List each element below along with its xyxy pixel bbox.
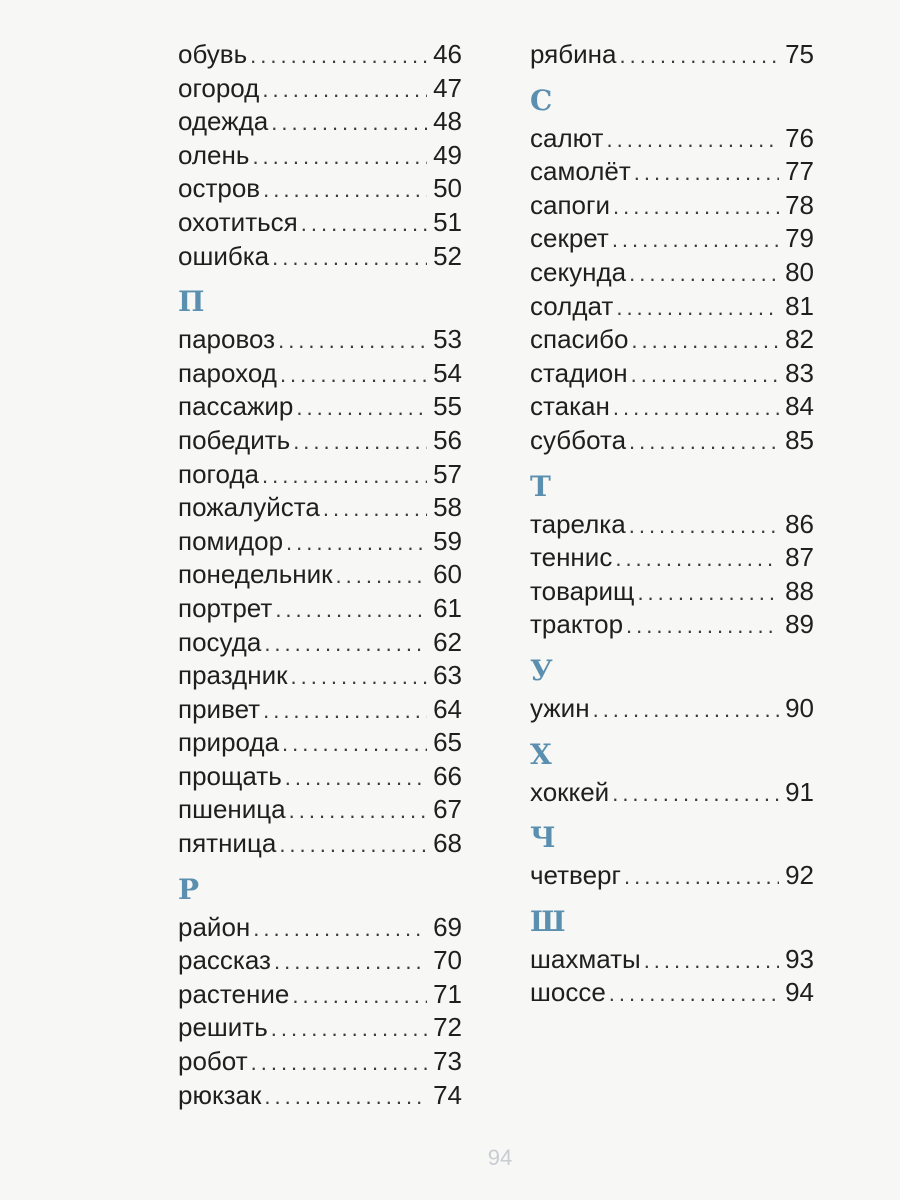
index-entry-word: солдат xyxy=(530,290,614,321)
index-entry xyxy=(178,659,462,693)
index-entry-page: 58 xyxy=(433,492,462,523)
index-entry-word: пшеница xyxy=(178,794,286,825)
dot-leader xyxy=(272,241,427,275)
dot-leader xyxy=(631,358,779,392)
index-entry-page: 82 xyxy=(785,324,814,355)
index-entry xyxy=(178,944,462,978)
index-entry-word: олень xyxy=(178,139,250,170)
index-entry-word: победить xyxy=(178,424,291,455)
index-entry-page: 76 xyxy=(785,122,814,153)
index-entry-word: секунда xyxy=(530,256,627,287)
index-entry-page: 60 xyxy=(433,559,462,590)
index-entry-page: 56 xyxy=(433,424,462,455)
index-entry xyxy=(530,508,814,542)
dot-leader xyxy=(282,727,427,761)
index-entry-page: 61 xyxy=(433,592,462,623)
index-entry-page: 51 xyxy=(433,206,462,237)
index-entry xyxy=(178,357,462,391)
index-entry xyxy=(178,105,462,139)
dot-leader xyxy=(629,257,779,291)
index-entry-word: стакан xyxy=(530,391,610,422)
index-entry xyxy=(178,72,462,106)
dot-leader xyxy=(250,39,427,73)
index-entry-page: 90 xyxy=(785,692,814,723)
dot-leader xyxy=(626,609,779,643)
index-entry-page: 62 xyxy=(433,626,462,657)
index-entry-page: 69 xyxy=(433,911,462,942)
index-entry-word: посуда xyxy=(178,626,262,657)
index-entry-word: остров xyxy=(178,173,261,204)
index-entry-word: паровоз xyxy=(178,324,276,355)
index-entry xyxy=(530,943,814,977)
page-number: 94 xyxy=(487,1145,513,1170)
index-letter-heading: Х xyxy=(530,737,552,771)
index-entry-word: сапоги xyxy=(530,189,611,220)
dot-leader xyxy=(251,1046,427,1080)
index-entry-word: секрет xyxy=(530,223,609,254)
index-entry-page: 66 xyxy=(433,760,462,791)
index-entry-page: 75 xyxy=(785,39,814,69)
index-entry-page: 46 xyxy=(433,39,462,69)
index-entry-page: 85 xyxy=(785,424,814,455)
dot-leader xyxy=(252,140,427,174)
index-entry-page: 81 xyxy=(785,290,814,321)
index-entry-word: огород xyxy=(178,72,260,103)
index-entry-word: пароход xyxy=(178,357,277,388)
dot-leader xyxy=(629,425,779,459)
index-entry-page: 77 xyxy=(785,156,814,187)
index-entry-word: рябина xyxy=(530,39,617,69)
index-entry-word: обувь xyxy=(178,39,248,69)
index-entry-page: 87 xyxy=(785,542,814,573)
index-entry-word: район xyxy=(178,911,251,942)
index-entry-word: праздник xyxy=(178,660,288,691)
index-entry-page: 91 xyxy=(785,776,814,807)
dot-leader xyxy=(285,761,427,795)
dot-leader xyxy=(292,979,427,1013)
index-entry-word: робот xyxy=(178,1046,248,1077)
index-entry xyxy=(178,793,462,827)
index-entry xyxy=(530,155,814,189)
dot-leader xyxy=(278,324,427,358)
index-entry-page: 54 xyxy=(433,357,462,388)
index-entry-page: 53 xyxy=(433,324,462,355)
dot-leader xyxy=(262,73,427,107)
index-entry-word: решить xyxy=(178,1012,268,1043)
dot-leader xyxy=(289,794,427,828)
index-letter-heading: Т xyxy=(530,469,551,503)
index-letter-heading: У xyxy=(530,653,553,687)
index-entry-page: 86 xyxy=(785,508,814,539)
index-entry xyxy=(178,525,462,559)
index-entry-word: ошибка xyxy=(178,240,270,271)
index-entry-word: привет xyxy=(178,693,261,724)
dot-leader xyxy=(634,156,779,190)
index-entry-page: 47 xyxy=(433,72,462,103)
dot-leader xyxy=(323,492,427,526)
index-entry xyxy=(530,390,814,424)
index-entry xyxy=(530,189,814,223)
index-entry xyxy=(178,827,462,861)
index-entry-word: суббота xyxy=(530,424,627,455)
index-entry xyxy=(178,693,462,727)
dot-leader xyxy=(264,627,427,661)
index-entry-word: спасибо xyxy=(530,324,629,355)
index-entry xyxy=(530,290,814,324)
index-entry-word: охотиться xyxy=(178,206,298,237)
index-entry xyxy=(178,911,462,945)
index-entry-word: товарищ xyxy=(530,575,635,606)
index-letter-heading: Ч xyxy=(530,821,556,855)
index-entry-word: шахматы xyxy=(530,943,641,974)
index-entry-word: портрет xyxy=(178,592,273,623)
index-entry xyxy=(530,222,814,256)
index-column-left xyxy=(178,38,462,1112)
index-entry-page: 73 xyxy=(433,1046,462,1077)
index-entry-page: 89 xyxy=(785,609,814,640)
index-entry-word: пассажир xyxy=(178,391,294,422)
index-entry xyxy=(178,592,462,626)
index-entry-word: тарелка xyxy=(530,508,626,539)
index-entry xyxy=(178,626,462,660)
dot-leader xyxy=(637,576,779,610)
index-entry xyxy=(178,38,462,72)
index-entry xyxy=(178,424,462,458)
index-letter-heading: П xyxy=(178,285,205,319)
dot-leader xyxy=(274,945,427,979)
index-entry-page: 67 xyxy=(433,794,462,825)
index-entry-page: 68 xyxy=(433,828,462,859)
index-entry-page: 94 xyxy=(785,977,814,1008)
dot-leader xyxy=(644,944,779,978)
index-entry-word: четверг xyxy=(530,860,621,891)
index-entry-word: ужин xyxy=(530,692,590,723)
dot-leader xyxy=(593,693,780,727)
dot-leader xyxy=(629,509,779,543)
index-entry-word: хоккей xyxy=(530,776,610,807)
index-entry xyxy=(178,1079,462,1113)
dot-leader xyxy=(606,123,779,157)
index-entry xyxy=(530,38,814,72)
index-entry xyxy=(178,139,462,173)
index-entry-page: 92 xyxy=(785,860,814,891)
dot-leader xyxy=(275,593,427,627)
index-entry xyxy=(178,491,462,525)
index-entry-page: 50 xyxy=(433,173,462,204)
index-entry-word: пожалуйста xyxy=(178,492,320,523)
index-entry-page: 74 xyxy=(433,1079,462,1110)
index-entry xyxy=(178,760,462,794)
dot-leader xyxy=(613,190,779,224)
index-entry-page: 78 xyxy=(785,189,814,220)
index-entry xyxy=(530,575,814,609)
index-entry-page: 84 xyxy=(785,391,814,422)
index-entry-page: 88 xyxy=(785,575,814,606)
index-entry-page: 52 xyxy=(433,240,462,271)
dot-leader xyxy=(280,358,427,392)
dot-leader xyxy=(262,459,427,493)
index-entry xyxy=(178,558,462,592)
index-entry-page: 49 xyxy=(433,139,462,170)
index-entry xyxy=(530,976,814,1010)
dot-leader xyxy=(301,207,427,241)
index-entry xyxy=(178,323,462,357)
dot-leader xyxy=(619,39,779,73)
index-entry xyxy=(178,1011,462,1045)
index-entry-word: понедельник xyxy=(178,559,333,590)
dot-leader xyxy=(631,324,779,358)
dot-leader xyxy=(271,106,427,140)
dot-leader xyxy=(613,391,779,425)
index-letter-heading: Р xyxy=(178,872,200,906)
dot-leader xyxy=(271,1012,427,1046)
index-entry xyxy=(530,122,814,156)
index-entry-page: 83 xyxy=(785,357,814,388)
index-entry-page: 70 xyxy=(433,945,462,976)
dot-leader xyxy=(612,223,779,257)
index-entry-page: 72 xyxy=(433,1012,462,1043)
index-entry xyxy=(178,458,462,492)
index-entry xyxy=(530,323,814,357)
index-entry-page: 48 xyxy=(433,106,462,137)
index-entry-word: рюкзак xyxy=(178,1079,262,1110)
index-letter-heading: Ш xyxy=(530,904,566,938)
index-entry-page: 71 xyxy=(433,978,462,1009)
index-entry-page: 79 xyxy=(785,223,814,254)
dot-leader xyxy=(253,912,427,946)
index-entry xyxy=(530,776,814,810)
index-entry-word: погода xyxy=(178,458,259,489)
dot-leader xyxy=(624,860,779,894)
index-entry xyxy=(530,424,814,458)
index-entry xyxy=(530,256,814,290)
index-entry-word: стадион xyxy=(530,357,628,388)
index-entry-word: салют xyxy=(530,122,604,153)
index-entry-word: трактор xyxy=(530,609,624,640)
dot-leader xyxy=(293,425,427,459)
dot-leader xyxy=(609,977,779,1011)
dot-leader xyxy=(336,559,428,593)
index-entry-page: 64 xyxy=(433,693,462,724)
index-entry xyxy=(178,172,462,206)
index-entry-word: природа xyxy=(178,727,280,758)
index-entry-word: одежда xyxy=(178,106,269,137)
index-entry-word: растение xyxy=(178,978,290,1009)
index-entry-word: рассказ xyxy=(178,945,271,976)
index-entry xyxy=(178,726,462,760)
dot-leader xyxy=(264,1080,427,1114)
index-letter-heading: С xyxy=(530,83,553,117)
dot-leader xyxy=(296,391,427,425)
index-entry xyxy=(530,692,814,726)
index-entry xyxy=(178,1045,462,1079)
index-entry-word: пятница xyxy=(178,828,277,859)
index-entry xyxy=(530,541,814,575)
index-entry-word: помидор xyxy=(178,525,284,556)
dot-leader xyxy=(279,828,427,862)
dot-leader xyxy=(286,526,427,560)
index-entry-page: 93 xyxy=(785,943,814,974)
dot-leader xyxy=(263,173,427,207)
index-entry-word: самолёт xyxy=(530,156,631,187)
index-entry-page: 65 xyxy=(433,727,462,758)
index-entry-word: теннис xyxy=(530,542,613,573)
index-entry-page: 55 xyxy=(433,391,462,422)
index-entry xyxy=(530,859,814,893)
dot-leader xyxy=(290,660,427,694)
dot-leader xyxy=(263,694,427,728)
index-entry xyxy=(178,390,462,424)
index-entry xyxy=(178,240,462,274)
index-entry-word: прощать xyxy=(178,760,282,791)
index-entry-page: 57 xyxy=(433,458,462,489)
index-entry xyxy=(178,206,462,240)
index-entry-page: 80 xyxy=(785,256,814,287)
index-entry-word: шоссе xyxy=(530,977,606,1008)
index-column-right xyxy=(530,38,814,1010)
index-entry xyxy=(530,608,814,642)
dot-leader xyxy=(616,291,779,325)
index-entry xyxy=(178,978,462,1012)
dot-leader xyxy=(615,542,779,576)
dot-leader xyxy=(612,777,779,811)
index-entry-page: 59 xyxy=(433,525,462,556)
index-entry xyxy=(530,357,814,391)
index-entry-page: 63 xyxy=(433,660,462,691)
